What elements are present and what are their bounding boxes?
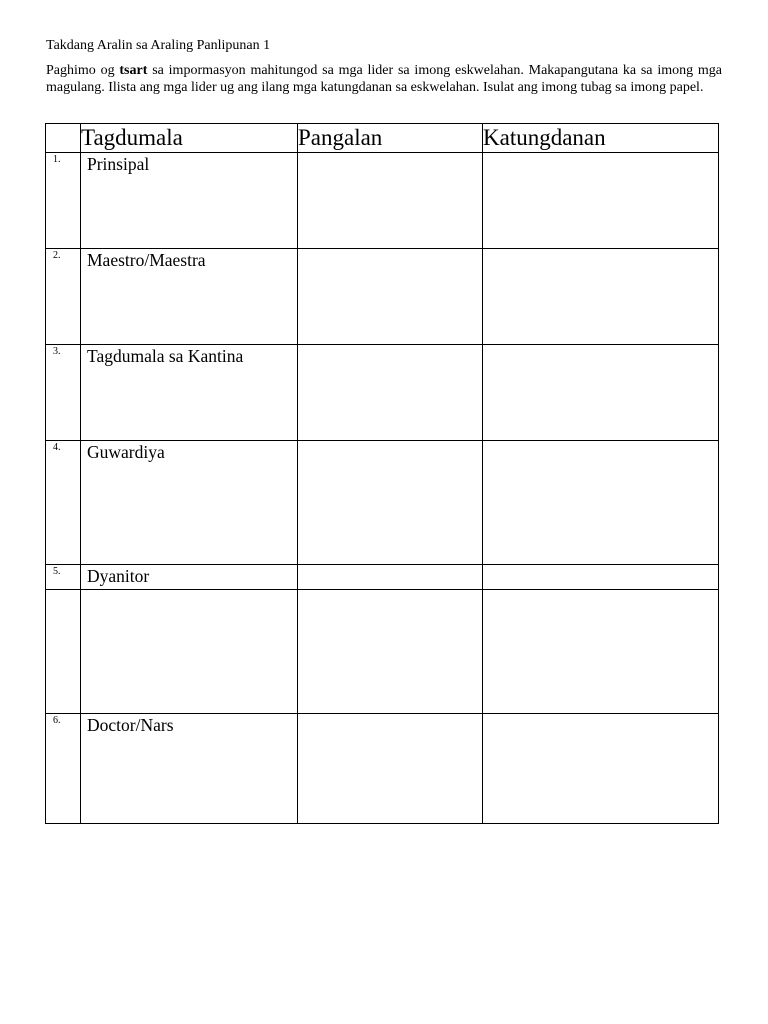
row-number: 4.: [46, 441, 81, 565]
row-role: Guwardiya: [81, 441, 298, 565]
row-role: Maestro/Maestra: [81, 249, 298, 345]
row-number: 2.: [46, 249, 81, 345]
duty-cell: [483, 345, 719, 441]
duty-cell: [483, 441, 719, 565]
leaders-chart-table: [45, 123, 719, 824]
name-cell: [298, 249, 483, 345]
row-role: Tagdumala sa Kantina: [81, 345, 298, 441]
duty-cell: [483, 249, 719, 345]
row-number: 1.: [46, 153, 81, 249]
table-row: [46, 565, 719, 590]
row-number: 6.: [46, 714, 81, 824]
row-number: [46, 590, 81, 714]
table-row: [46, 441, 719, 565]
duty-cell: [483, 714, 719, 824]
row-role: Prinsipal: [81, 153, 298, 249]
header-katungdanan: Katungdanan: [483, 124, 719, 153]
name-cell: [298, 565, 483, 590]
name-cell: [298, 345, 483, 441]
table-row: [46, 345, 719, 441]
row-role: Doctor/Nars: [81, 714, 298, 824]
duty-cell: [483, 153, 719, 249]
instructions-bold-word: tsart: [119, 63, 148, 78]
name-cell: [298, 153, 483, 249]
table-header-row: [46, 124, 719, 153]
table-row: [46, 153, 719, 249]
row-role: [81, 590, 298, 714]
name-cell: [298, 714, 483, 824]
instructions-text-start: Paghimo og: [46, 63, 120, 78]
instructions-paragraph: [46, 63, 722, 96]
row-number: 3.: [46, 345, 81, 441]
header-number-cell: [46, 124, 81, 153]
document-title: Takdang Aralin sa Araling Panlipunan 1: [46, 38, 271, 53]
table-row: [46, 590, 719, 714]
table-row: [46, 714, 719, 824]
name-cell: [298, 590, 483, 714]
header-tagdumala: Tagdumala: [81, 124, 298, 153]
header-pangalan: Pangalan: [298, 124, 483, 153]
instructions-text-end: sa impormasyon mahitungod sa mga lider sa imong eskwelahan. Makapangutana ka sa imong mga magulang. Ilista ang mga lider ug ang ilang mga katungdanan sa eskwelahan. Isulat ang imong tubag sa imong papel.: [46, 63, 722, 95]
duty-cell: [483, 565, 719, 590]
row-number: 5.: [46, 565, 81, 590]
row-role: Dyanitor: [81, 565, 298, 590]
duty-cell: [483, 590, 719, 714]
table-row: [46, 249, 719, 345]
name-cell: [298, 441, 483, 565]
